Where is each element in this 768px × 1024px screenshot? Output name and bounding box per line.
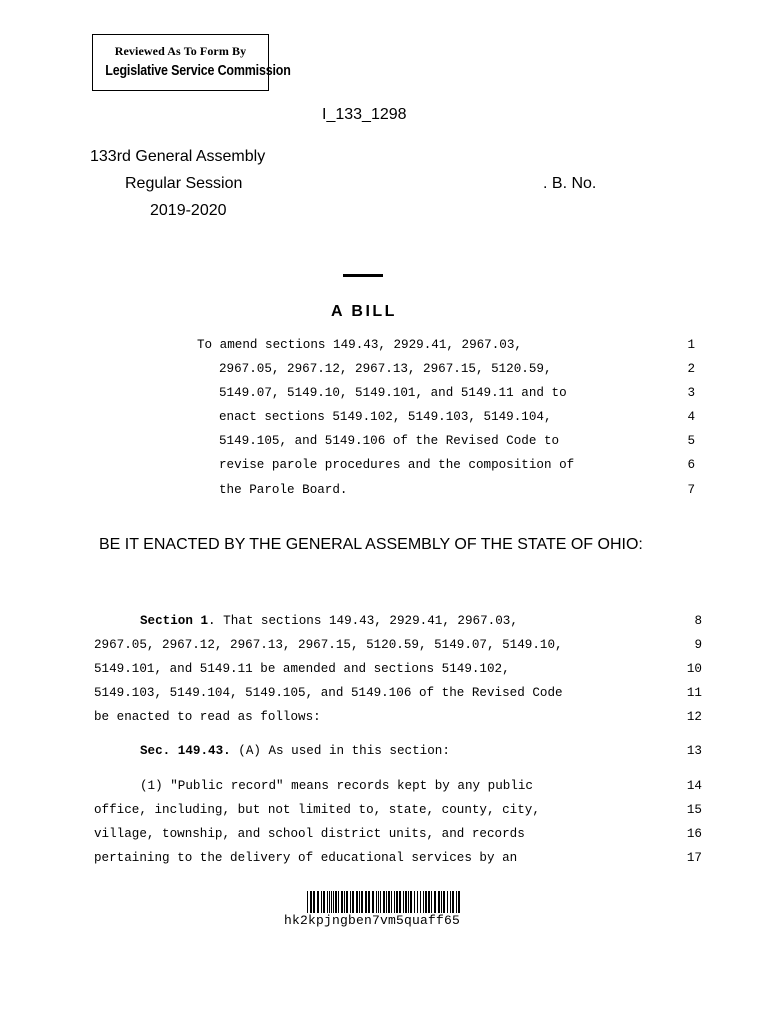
sec-149-43-text: (A) As used in this section: (230, 744, 450, 758)
body-line: village, township, and school district units, and records (94, 827, 525, 841)
line-number: 9 (694, 638, 702, 652)
session-years: 2019-2020 (150, 202, 227, 219)
body-line: (1) "Public record" means records kept by any public (140, 779, 533, 793)
title-line: the Parole Board. (219, 483, 348, 497)
barcode (307, 891, 460, 913)
title-line: revise parole procedures and the composition of (219, 458, 575, 472)
section-1-line: 5149.103, 5149.104, 5149.105, and 5149.106 of the Revised Code (94, 686, 563, 700)
line-number: 1 (687, 338, 695, 352)
session: Regular Session (125, 175, 243, 192)
line-number: 11 (686, 686, 702, 700)
line-number: 17 (686, 851, 702, 865)
barcode-text: hk2kpjngben7vm5quaff65 (284, 913, 461, 928)
title-line: To amend sections 149.43, 2929.41, 2967.03, (197, 338, 522, 352)
line-number: 8 (694, 614, 702, 628)
line-number: 4 (687, 410, 695, 424)
line-number: 15 (686, 803, 702, 817)
line-number: 12 (686, 710, 702, 724)
line-number: 3 (687, 386, 695, 400)
line-number: 7 (687, 483, 695, 497)
line-number: 6 (687, 458, 695, 472)
document-id: I_133_1298 (322, 106, 407, 123)
title-line: enact sections 5149.102, 5149.103, 5149.104, (219, 410, 552, 424)
line-number: 2 (687, 362, 695, 376)
line-number: 14 (686, 779, 702, 793)
general-assembly: 133rd General Assembly (90, 148, 266, 165)
title-line: 5149.07, 5149.10, 5149.101, and 5149.11 and to (219, 386, 567, 400)
section-1-label: Section 1 (140, 614, 209, 628)
title-line: 5149.105, and 5149.106 of the Revised Code to (219, 434, 560, 448)
body-line: pertaining to the delivery of educational services by an (94, 851, 518, 865)
section-1-line: 5149.101, and 5149.11 be amended and sections 5149.102, (94, 662, 510, 676)
body-line: office, including, but not limited to, state, county, city, (94, 803, 540, 817)
stamp-line-1: Reviewed As To Form By (114, 44, 247, 58)
line-number: 13 (686, 744, 702, 758)
section-1-line: 2967.05, 2967.12, 2967.13, 2967.15, 5120.59, 5149.07, 5149.10, (94, 638, 563, 652)
title-line: 2967.05, 2967.12, 2967.13, 2967.15, 5120.59, (219, 362, 552, 376)
section-1-line: be enacted to read as follows: (94, 710, 321, 724)
line-number: 16 (686, 827, 702, 841)
bill-number: . B. No. (543, 175, 597, 192)
line-number: 10 (686, 662, 702, 676)
title-rule (343, 274, 383, 277)
review-stamp (92, 34, 291, 91)
section-1-text: . That sections 149.43, 2929.41, 2967.03, (208, 614, 518, 628)
line-number: 5 (687, 434, 695, 448)
section-1-line (140, 614, 518, 628)
sec-149-43-label: Sec. 149.43. (140, 744, 231, 758)
sec-149-43-heading (140, 744, 450, 758)
bill-title: A BILL (331, 303, 397, 320)
stamp-line-2: Legislative Service Commission (105, 63, 291, 79)
enacting-clause: BE IT ENACTED BY THE GENERAL ASSEMBLY OF THE STATE OF OHIO: (99, 536, 643, 553)
